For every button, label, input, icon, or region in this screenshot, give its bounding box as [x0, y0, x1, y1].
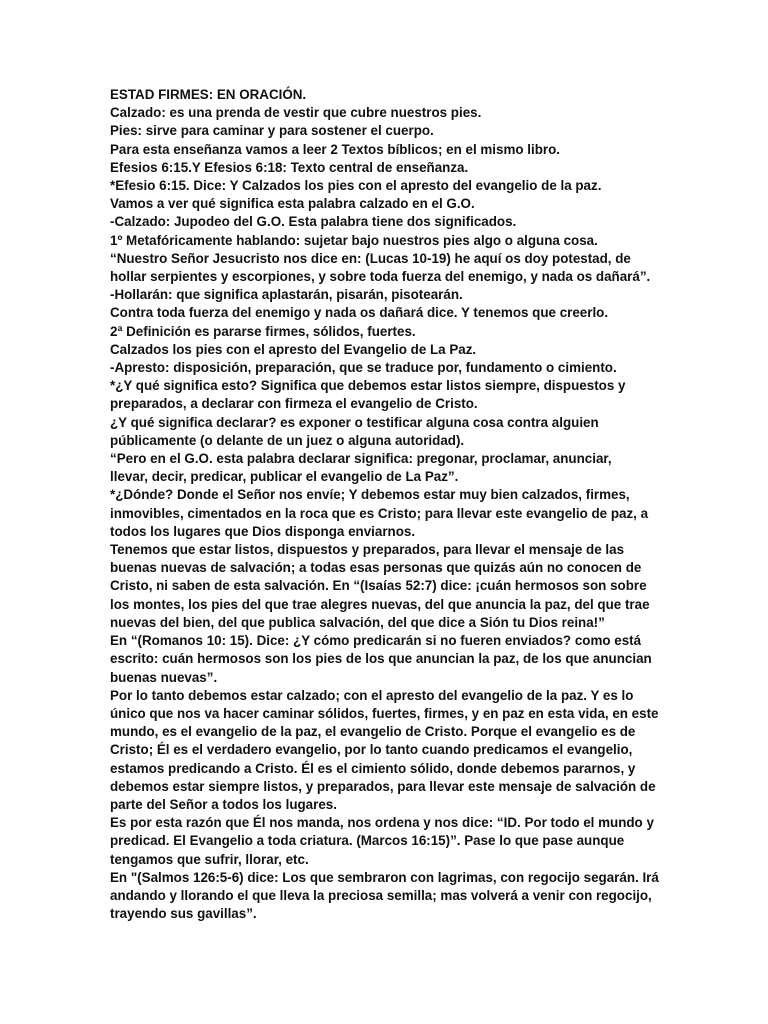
text-line: Es por esta razón que Él nos manda, nos ordena y nos dice: “ID. Por todo el mundo y: [110, 815, 654, 831]
text-line: 1º Metafóricamente hablando: sujetar bajo nuestros pies algo o alguna cosa.: [110, 232, 598, 248]
text-line: inmovibles, cimentados en la roca que es Cristo; para llevar este evangelio de paz, a: [110, 505, 649, 521]
text-line: estamos predicando a Cristo. Él es el cimiento sólido, donde debemos pararnos, y: [110, 760, 636, 776]
text-line: Para esta enseñanza vamos a leer 2 Textos bíblicos; en el mismo libro.: [110, 141, 561, 157]
text-line: mundo, es el evangelio de la paz, el evangelio de Cristo. Porque el evangelio es de: [110, 724, 636, 740]
text-line: Calzado: es una prenda de vestir que cubre nuestros pies.: [110, 105, 482, 121]
text-line: los montes, los pies del que trae alegres nuevas, del que anuncia la paz, del que trae: [110, 596, 650, 612]
text-line: nuevas del bien, del que publica salvación, del que dice a Sión tu Dios reina!”: [110, 614, 605, 630]
text-line: parte del Señor a todos los lugares.: [110, 796, 337, 812]
text-line: Calzados los pies con el apresto del Evangelio de La Paz.: [110, 341, 477, 357]
text-line: Cristo, ni saben de esta salvación. En “(Isaías 52:7) dice: ¡cuán hermosos son sobre: [110, 578, 647, 594]
text-line: buenas nuevas de salvación; a todas esas personas que quizás aún no conocen de: [110, 560, 642, 576]
text-line: llevar, decir, predicar, publicar el evangelio de La Paz”.: [110, 469, 459, 485]
text-line: -Calzado: Jupodeo del G.O. Esta palabra tiene dos significados.: [110, 214, 517, 230]
text-line: buenas nuevas”.: [110, 669, 218, 685]
text-line: Vamos a ver qué significa esta palabra calzado en el G.O.: [110, 196, 475, 212]
text-line: predicad. El Evangelio a toda criatura. (Marcos 16:15)”. Pase lo que pase aunque: [110, 833, 625, 849]
text-line: Tenemos que estar listos, dispuestos y preparados, para llevar el mensaje de las: [110, 542, 625, 558]
text-line: Contra toda fuerza del enemigo y nada os dañará dice. Y tenemos que creerlo.: [110, 305, 609, 321]
text-line: preparados, a declarar con firmeza el evangelio de Cristo.: [110, 396, 478, 412]
document-title: ESTAD FIRMES: EN ORACIÓN.: [110, 87, 307, 102]
text-line: “Pero en el G.O. esta palabra declarar significa: pregonar, proclamar, anunciar,: [110, 451, 612, 467]
text-line: En “(Romanos 10: 15). Dice: ¿Y cómo predicarán si no fueren enviados? como está: [110, 633, 642, 649]
text-line: escrito: cuán hermosos son los pies de los que anuncian la paz, de los que anuncian: [110, 651, 652, 667]
text-line: -Hollarán: que significa aplastarán, pisarán, pisotearán.: [110, 287, 463, 303]
text-line: Efesios 6:15.Y Efesios 6:18: Texto central de enseñanza.: [110, 159, 469, 175]
text-line: andando y llorando el que lleva la preciosa semilla; mas volverá a venir con regocijo,: [110, 887, 652, 903]
text-line: tengamos que sufrir, llorar, etc.: [110, 851, 309, 867]
text-line: 2ª Definición es pararse firmes, sólidos, fuertes.: [110, 323, 416, 339]
text-line: públicamente (o delante de un juez o alguna autoridad).: [110, 432, 465, 448]
text-line: único que nos va hacer caminar sólidos, fuertes, firmes, y en paz en esta vida, en este: [110, 705, 659, 721]
text-line: *¿Dónde? Donde el Señor nos envíe; Y debemos estar muy bien calzados, firmes,: [110, 487, 630, 503]
text-line: Por lo tanto debemos estar calzado; con el apresto del evangelio de la paz. Y es lo: [110, 687, 634, 703]
text-line: “Nuestro Señor Jesucristo nos dice en: (Lucas 10-19) he aquí os doy potestad, de: [110, 250, 631, 266]
text-line: *Efesio 6:15. Dice: Y Calzados los pies con el apresto del evangelio de la paz.: [110, 178, 602, 194]
text-line: *¿Y qué significa esto? Significa que debemos estar listos siempre, dispuestos y: [110, 378, 626, 394]
text-line: Pies: sirve para caminar y para sostener el cuerpo.: [110, 123, 434, 139]
text-line: hollar serpientes y escorpiones, y sobre toda fuerza del enemigo, y nada os dañará”.: [110, 269, 651, 285]
document-body: [110, 86, 670, 923]
text-line: trayendo sus gavillas”.: [110, 906, 257, 922]
text-line: En "(Salmos 126:5-6) dice: Los que sembraron con lagrimas, con regocijo segarán. Irá: [110, 869, 659, 885]
text-line: debemos estar siempre listos, y preparados, para llevar este mensaje de salvación de: [110, 778, 656, 794]
text-line: Cristo; Él es el verdadero evangelio, por lo tanto cuando predicamos el evangelio,: [110, 742, 633, 758]
text-line: todos los lugares que Dios disponga enviarnos.: [110, 523, 416, 539]
text-line: ¿Y qué significa declarar? es exponer o testificar alguna cosa contra alguien: [110, 414, 599, 430]
text-line: -Apresto: disposición, preparación, que se traduce por, fundamento o cimiento.: [110, 360, 617, 376]
